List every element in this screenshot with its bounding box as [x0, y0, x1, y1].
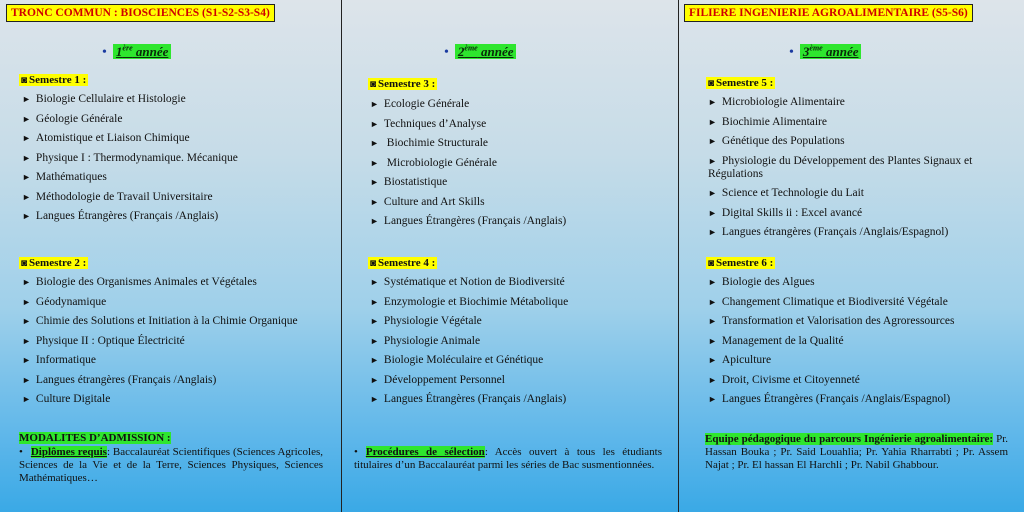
- course-name: Génétique des Populations: [721, 135, 845, 147]
- year-label: 1ère année: [113, 44, 171, 59]
- triangle-bullet-icon: ►: [708, 188, 717, 198]
- triangle-bullet-icon: ►: [370, 277, 379, 287]
- triangle-bullet-icon: ►: [708, 116, 717, 127]
- course-item: [370, 137, 566, 150]
- course-item: [708, 354, 954, 367]
- course-item: [22, 315, 298, 328]
- course-name: Biologie des Organismes Animales et Végétales: [35, 276, 257, 288]
- course-name: Géodynamique: [35, 295, 107, 308]
- bullet-icon: •: [354, 446, 358, 458]
- course-item: [22, 113, 238, 126]
- course-name: Physique I : Thermodynamique. Mécanique: [35, 151, 238, 164]
- course-item: [22, 171, 238, 184]
- course-name: Langues Étrangères (Français /Anglais): [35, 210, 219, 222]
- square-bullet-icon: ◙: [21, 258, 28, 269]
- course-name: Ecologie Générale: [383, 98, 470, 110]
- course-item: [22, 152, 238, 165]
- course-item: [22, 393, 298, 406]
- column-third-year: [679, 0, 1024, 512]
- course-item: [22, 132, 238, 145]
- course-item: [708, 155, 998, 181]
- course-name: Biostatistique: [383, 176, 448, 188]
- course-name: Biochimie Structurale: [383, 137, 489, 149]
- course-name: Langues Étrangères (Français /Anglais): [383, 393, 567, 405]
- triangle-bullet-icon: ►: [22, 316, 31, 326]
- triangle-bullet-icon: ►: [708, 355, 717, 365]
- course-item: [708, 116, 998, 129]
- course-name: Culture and Art Skills: [383, 195, 485, 208]
- course-item: [22, 191, 238, 204]
- triangle-bullet-icon: ►: [22, 296, 31, 307]
- triangle-bullet-icon: ►: [22, 94, 31, 104]
- triangle-bullet-icon: ►: [370, 138, 379, 148]
- team-label: Equipe pédagogique du parcours Ingénierie agroalimentaire:: [705, 433, 994, 445]
- triangle-bullet-icon: ►: [22, 374, 31, 385]
- triangle-bullet-icon: ►: [370, 394, 379, 404]
- year-label: 3ème année: [800, 44, 862, 59]
- course-item: [370, 98, 566, 111]
- course-name: Enzymologie et Biochimie Métabolique: [383, 295, 569, 308]
- year-bullet-icon: •: [102, 45, 107, 61]
- course-name: Chimie des Solutions et Initiation à la Chimie Organique: [35, 315, 298, 327]
- semester-2-list: [22, 276, 298, 413]
- semester-1-title: ◙ Semestre 1 :: [21, 74, 87, 86]
- course-item: [708, 276, 954, 289]
- triangle-bullet-icon: ►: [708, 277, 717, 287]
- selection-text: • Procédures de sélection: Accès ouvert à tous les étudiants titulaires d’un Baccalauréat parmi les séries de Bac susmentionnées.: [354, 446, 663, 471]
- course-name: Droit, Civisme et Citoyenneté: [721, 373, 860, 386]
- admission-title: MODALITES D’ADMISSION :: [19, 432, 171, 444]
- square-bullet-icon: ◙: [21, 75, 28, 86]
- admission-label: Diplômes requis: [30, 446, 107, 458]
- course-item: [370, 374, 568, 387]
- selection-label: Procédures de sélection: [365, 446, 485, 458]
- triangle-bullet-icon: ►: [22, 133, 31, 143]
- triangle-bullet-icon: ►: [708, 374, 717, 385]
- triangle-bullet-icon: ►: [370, 374, 379, 385]
- semester-5-title: ◙ Semestre 5 :: [708, 77, 774, 89]
- triangle-bullet-icon: ►: [708, 394, 717, 404]
- course-name: Biologie des Algues: [721, 276, 815, 288]
- triangle-bullet-icon: ►: [370, 296, 379, 307]
- course-name: Science et Technologie du Lait: [721, 187, 864, 199]
- course-item: [708, 335, 954, 348]
- triangle-bullet-icon: ►: [708, 207, 717, 218]
- admission-text: • Diplômes requis: Baccalauréat Scientifiques (Sciences Agricoles, Sciences de la Vie et de la Terre, Sciences Physiques, Sciences Mathématiques…: [19, 446, 323, 484]
- triangle-bullet-icon: ►: [708, 155, 717, 166]
- course-item: [370, 315, 568, 328]
- year-heading: [102, 41, 171, 61]
- course-item: [370, 176, 566, 189]
- course-name: Microbiologie Alimentaire: [721, 96, 845, 108]
- semester-3-title: ◙ Semestre 3 :: [370, 78, 436, 90]
- course-name: Méthodologie de Travail Universitaire: [35, 190, 213, 203]
- course-item: [370, 335, 568, 348]
- course-item: [22, 335, 298, 348]
- course-item: [370, 215, 566, 228]
- triangle-bullet-icon: ►: [370, 177, 379, 187]
- team-text: Equipe pédagogique du parcours Ingénierie agroalimentaire: Pr. Hassan Bouka ; Pr. Said Louahlia; Pr. Yahia Rharrabti ; Pr. Assem Najat ; Pr. El hassan El Harchli ; Pr. Nabil Ghabbour.: [705, 433, 1008, 471]
- course-item: [708, 296, 954, 309]
- course-item: [708, 315, 954, 328]
- course-item: [22, 93, 238, 106]
- course-name: Développement Personnel: [383, 373, 505, 386]
- course-name: Digital Skills ii : Excel avancé: [721, 206, 863, 219]
- year-heading: [444, 41, 516, 61]
- triangle-bullet-icon: ►: [22, 211, 31, 221]
- square-bullet-icon: ◙: [370, 79, 377, 90]
- triangle-bullet-icon: ►: [370, 335, 379, 346]
- triangle-bullet-icon: ►: [22, 113, 31, 124]
- semester-1-list: [22, 93, 238, 230]
- course-item: [370, 157, 566, 170]
- square-bullet-icon: ◙: [370, 258, 377, 269]
- course-item: [708, 393, 954, 406]
- course-name: Culture Digitale: [35, 393, 111, 405]
- year-bullet-icon: •: [444, 45, 449, 61]
- course-name: Systématique et Notion de Biodiversité: [383, 276, 565, 288]
- year-bullet-icon: •: [789, 45, 794, 61]
- course-name: Physique II : Optique Électricité: [35, 334, 185, 347]
- triangle-bullet-icon: ►: [708, 136, 717, 146]
- course-name: Biologie Cellulaire et Histologie: [35, 93, 186, 105]
- triangle-bullet-icon: ►: [22, 394, 31, 404]
- triangle-bullet-icon: ►: [708, 296, 717, 307]
- triangle-bullet-icon: ►: [370, 118, 379, 129]
- course-name: Biochimie Alimentaire: [721, 115, 827, 128]
- semester-5-list: [708, 96, 998, 246]
- course-name: Apiculture: [721, 354, 772, 366]
- triangle-bullet-icon: ►: [22, 355, 31, 365]
- triangle-bullet-icon: ►: [370, 196, 379, 207]
- course-name: Physiologie Végétale: [383, 315, 482, 327]
- course-item: [22, 210, 238, 223]
- triangle-bullet-icon: ►: [708, 97, 717, 107]
- course-item: [370, 296, 568, 309]
- course-name: Biologie Moléculaire et Génétique: [383, 354, 544, 366]
- course-item: [708, 207, 998, 220]
- year-label: 2ème année: [455, 44, 517, 59]
- triangle-bullet-icon: ►: [708, 227, 717, 237]
- year-heading: [789, 41, 861, 61]
- triangle-bullet-icon: ►: [370, 355, 379, 365]
- course-item: [708, 96, 998, 109]
- square-bullet-icon: ◙: [708, 258, 715, 269]
- triangle-bullet-icon: ►: [708, 335, 717, 346]
- course-name: Géologie Générale: [35, 112, 123, 125]
- course-item: [370, 276, 568, 289]
- course-item: [370, 393, 568, 406]
- course-item: [370, 118, 566, 131]
- course-name: Transformation et Valorisation des Agroressources: [721, 315, 955, 327]
- course-item: [22, 374, 298, 387]
- semester-4-title: ◙ Semestre 4 :: [370, 257, 436, 269]
- course-item: [708, 187, 998, 200]
- triangle-bullet-icon: ►: [370, 99, 379, 109]
- triangle-bullet-icon: ►: [22, 335, 31, 346]
- square-bullet-icon: ◙: [708, 78, 715, 89]
- course-name: Physiologie du Développement des Plantes Signaux et Régulations: [708, 154, 973, 180]
- course-name: Informatique: [35, 354, 96, 366]
- triangle-bullet-icon: ►: [708, 316, 717, 326]
- course-item: [22, 296, 298, 309]
- course-item: [22, 354, 298, 367]
- course-name: Techniques d’Analyse: [383, 117, 487, 130]
- triangle-bullet-icon: ►: [370, 216, 379, 226]
- tronc-commun-header: TRONC COMMUN : BIOSCIENCES (S1-S2-S3-S4): [6, 4, 275, 22]
- course-name: Microbiologie Générale: [383, 156, 497, 169]
- semester-6-list: [708, 276, 954, 413]
- bullet-icon: •: [19, 446, 23, 458]
- course-item: [708, 374, 954, 387]
- course-name: Management de la Qualité: [721, 334, 844, 347]
- column-first-year: [0, 0, 342, 512]
- course-item: [370, 196, 566, 209]
- triangle-bullet-icon: ►: [370, 157, 379, 168]
- column-second-year: [342, 0, 679, 512]
- course-item: [708, 135, 998, 148]
- course-name: Langues étrangères (Français /Anglais): [35, 373, 217, 386]
- course-name: Langues Étrangères (Français /Anglais): [383, 215, 567, 227]
- course-item: [22, 276, 298, 289]
- course-name: Physiologie Animale: [383, 334, 481, 347]
- triangle-bullet-icon: ►: [22, 152, 31, 163]
- filiere-header: FILIERE INGENIERIE AGROALIMENTAIRE (S5-S6): [684, 4, 973, 22]
- course-name: Changement Climatique et Biodiversité Végétale: [721, 295, 948, 308]
- course-name: Mathématiques: [35, 171, 107, 183]
- course-item: [370, 354, 568, 367]
- semester-2-title: ◙ Semestre 2 :: [21, 257, 87, 269]
- triangle-bullet-icon: ►: [370, 316, 379, 326]
- semester-6-title: ◙ Semestre 6 :: [708, 257, 774, 269]
- course-item: [708, 226, 998, 239]
- triangle-bullet-icon: ►: [22, 277, 31, 287]
- course-name: Langues étrangères (Français /Anglais/Espagnol): [721, 226, 949, 238]
- triangle-bullet-icon: ►: [22, 172, 31, 182]
- course-name: Langues Étrangères (Français /Anglais/Espagnol): [721, 393, 951, 405]
- semester-3-list: [370, 98, 566, 235]
- course-name: Atomistique et Liaison Chimique: [35, 132, 190, 144]
- semester-4-list: [370, 276, 568, 413]
- triangle-bullet-icon: ►: [22, 191, 31, 202]
